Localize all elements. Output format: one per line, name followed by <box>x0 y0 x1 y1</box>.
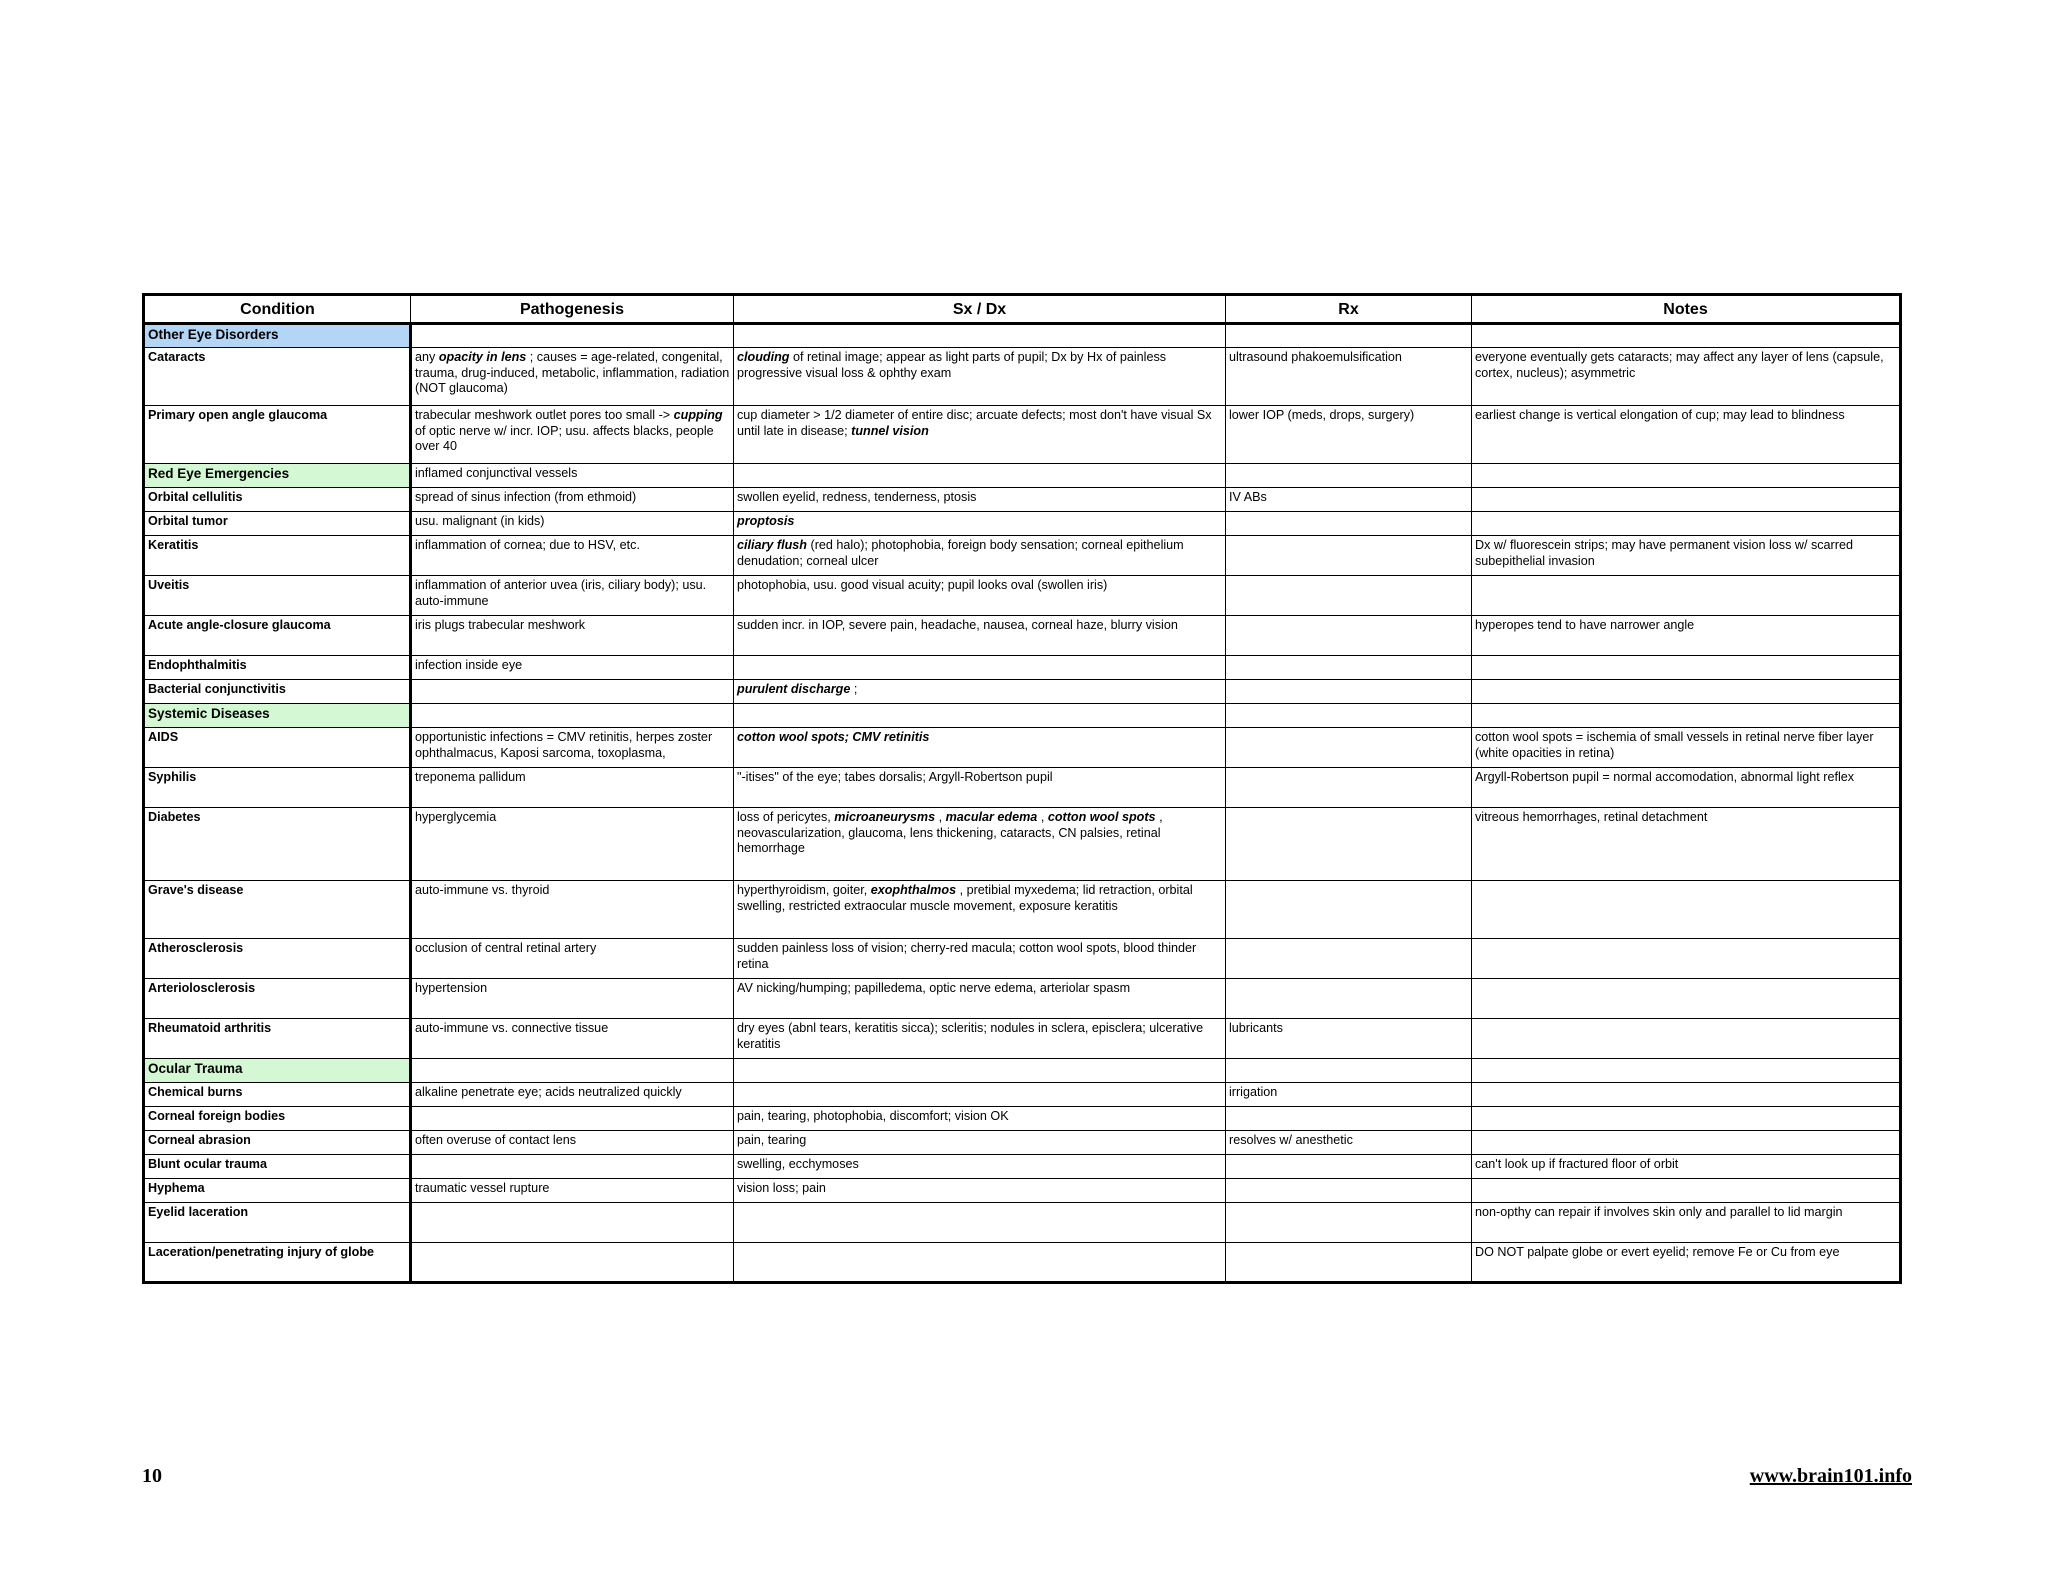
notes-cell <box>1472 616 1901 656</box>
table-row <box>144 406 1901 464</box>
cell-text: , <box>1037 810 1048 824</box>
notes-cell <box>1472 1243 1901 1283</box>
sx-dx-cell <box>734 1059 1226 1083</box>
cell-text: , neovascularization, glaucoma, lens thickening, cataracts, CN palsies, retinal hemorrhage <box>737 810 1163 855</box>
sx-dx-cell <box>734 1179 1226 1203</box>
emphasized-text: cotton wool spots <box>1047 810 1156 824</box>
sx-dx-cell <box>734 808 1226 881</box>
emphasized-text: exophthalmos <box>870 883 957 897</box>
emphasized-text: purulent discharge <box>737 682 851 696</box>
notes-cell <box>1472 1155 1901 1179</box>
cell-text: everyone eventually gets cataracts; may affect any layer of lens (capsule, cortex, nucleus); asymmetric <box>1475 350 1884 380</box>
notes-cell <box>1472 656 1901 680</box>
notes-cell <box>1472 1131 1901 1155</box>
notes-cell <box>1472 881 1901 939</box>
section-row <box>144 1059 1901 1083</box>
rx-cell <box>1226 656 1472 680</box>
rx-cell <box>1226 1203 1472 1243</box>
notes-cell <box>1472 488 1901 512</box>
sx-dx-cell <box>734 536 1226 576</box>
cell-text: trabecular meshwork outlet pores too small -> <box>415 408 674 422</box>
header-rx: Rx <box>1226 295 1472 324</box>
pathogenesis-cell <box>411 1107 734 1131</box>
rx-cell <box>1226 536 1472 576</box>
cell-text: Argyll-Robertson pupil = normal accomodation, abnormal light reflex <box>1475 770 1855 784</box>
cell-text: iris plugs trabecular meshwork <box>415 618 586 632</box>
table-row <box>144 1203 1901 1243</box>
cell-text: AV nicking/humping; papilledema, optic nerve edema, arteriolar spasm <box>737 981 1131 995</box>
pathogenesis-cell <box>411 348 734 406</box>
sx-dx-cell <box>734 704 1226 728</box>
condition-cell: Corneal abrasion <box>144 1131 411 1155</box>
condition-cell: Rheumatoid arthritis <box>144 1019 411 1059</box>
cell-text: non-opthy can repair if involves skin only and parallel to lid margin <box>1475 1205 1843 1219</box>
page-number: 10 <box>142 1465 162 1487</box>
emphasized-text: clouding <box>737 350 790 364</box>
rx-cell <box>1226 680 1472 704</box>
cell-text: inflammation of anterior uvea (iris, ciliary body); usu. auto-immune <box>415 578 707 608</box>
cell-text: opportunistic infections = CMV retinitis, herpes zoster ophthalmacus, Kaposi sarcoma, toxoplasma, <box>415 730 713 760</box>
pathogenesis-cell <box>411 406 734 464</box>
pathogenesis-cell <box>411 512 734 536</box>
section-title: Other Eye Disorders <box>144 324 411 348</box>
condition-cell: Chemical burns <box>144 1083 411 1107</box>
pathogenesis-cell <box>411 881 734 939</box>
table-row <box>144 1107 1901 1131</box>
rx-cell <box>1226 1243 1472 1283</box>
rx-cell <box>1226 939 1472 979</box>
notes-cell <box>1472 536 1901 576</box>
cell-text: traumatic vessel rupture <box>415 1181 550 1195</box>
pathogenesis-cell <box>411 616 734 656</box>
rx-cell <box>1226 348 1472 406</box>
cell-text: , <box>935 810 946 824</box>
cell-text: earliest change is vertical elongation of cup; may lead to blindness <box>1475 408 1845 422</box>
table-row <box>144 881 1901 939</box>
notes-cell <box>1472 1083 1901 1107</box>
cell-text: treponema pallidum <box>415 770 526 784</box>
pathogenesis-cell <box>411 1059 734 1083</box>
condition-cell: Atherosclerosis <box>144 939 411 979</box>
table-row <box>144 536 1901 576</box>
cell-text: hyperopes tend to have narrower angle <box>1475 618 1695 632</box>
sx-dx-cell <box>734 728 1226 768</box>
pathogenesis-cell <box>411 1019 734 1059</box>
table-row <box>144 728 1901 768</box>
condition-cell: Keratitis <box>144 536 411 576</box>
notes-cell <box>1472 728 1901 768</box>
condition-cell: Arteriolosclerosis <box>144 979 411 1019</box>
table-row <box>144 1155 1901 1179</box>
condition-cell: Laceration/penetrating injury of globe <box>144 1243 411 1283</box>
cell-text: inflammation of cornea; due to HSV, etc. <box>415 538 640 552</box>
cell-text: occlusion of central retinal artery <box>415 941 597 955</box>
sx-dx-cell <box>734 1131 1226 1155</box>
cell-text: resolves w/ anesthetic <box>1229 1133 1353 1147</box>
pathogenesis-cell <box>411 680 734 704</box>
sx-dx-cell <box>734 656 1226 680</box>
rx-cell <box>1226 1083 1472 1107</box>
notes-cell <box>1472 1179 1901 1203</box>
rx-cell <box>1226 704 1472 728</box>
notes-cell <box>1472 979 1901 1019</box>
cell-text: DO NOT palpate globe or evert eyelid; remove Fe or Cu from eye <box>1475 1245 1840 1259</box>
condition-cell: Blunt ocular trauma <box>144 1155 411 1179</box>
sx-dx-cell <box>734 512 1226 536</box>
condition-cell: Diabetes <box>144 808 411 881</box>
cell-text: Dx w/ fluorescein strips; may have permanent vision loss w/ scarred subepithelial invasion <box>1475 538 1853 568</box>
cell-text: lubricants <box>1229 1021 1283 1035</box>
notes-cell <box>1472 464 1901 488</box>
header-notes: Notes <box>1472 295 1901 324</box>
sx-dx-cell <box>734 1107 1226 1131</box>
table-row <box>144 939 1901 979</box>
emphasized-text: cotton wool spots; CMV retinitis <box>737 730 930 744</box>
pathogenesis-cell <box>411 1155 734 1179</box>
cell-text: swelling, ecchymoses <box>737 1157 859 1171</box>
sx-dx-cell <box>734 406 1226 464</box>
cell-text: vision loss; pain <box>737 1181 826 1195</box>
sx-dx-cell <box>734 1243 1226 1283</box>
table-body <box>144 324 1901 1283</box>
notes-cell <box>1472 1107 1901 1131</box>
condition-cell: Grave's disease <box>144 881 411 939</box>
rx-cell <box>1226 616 1472 656</box>
condition-cell: Bacterial conjunctivitis <box>144 680 411 704</box>
rx-cell <box>1226 768 1472 808</box>
notes-cell <box>1472 1019 1901 1059</box>
table-row <box>144 348 1901 406</box>
cell-text: of optic nerve w/ incr. IOP; usu. affects blacks, people over 40 <box>415 423 714 453</box>
cell-text: cup diameter > 1/2 diameter of entire disc; arcuate defects; most don't have visual Sx until late in disease; <box>737 408 1212 438</box>
table-row <box>144 512 1901 536</box>
notes-cell <box>1472 512 1901 536</box>
sx-dx-cell <box>734 324 1226 348</box>
pathogenesis-cell <box>411 464 734 488</box>
pathogenesis-cell <box>411 536 734 576</box>
rx-cell <box>1226 488 1472 512</box>
pathogenesis-cell <box>411 728 734 768</box>
cell-text: pain, tearing <box>737 1133 807 1147</box>
sx-dx-cell <box>734 1155 1226 1179</box>
sx-dx-cell <box>734 488 1226 512</box>
emphasized-text: ciliary flush <box>737 538 807 552</box>
pathogenesis-cell <box>411 576 734 616</box>
cell-text: hyperglycemia <box>415 810 497 824</box>
cell-text: dry eyes (abnl tears, keratitis sicca); scleritis; nodules in sclera, episclera; ulcerative keratitis <box>737 1021 1204 1051</box>
table-row <box>144 808 1901 881</box>
pathogenesis-cell <box>411 1083 734 1107</box>
cell-text: any <box>415 350 439 364</box>
sx-dx-cell <box>734 680 1226 704</box>
table-row <box>144 656 1901 680</box>
notes-cell <box>1472 1059 1901 1083</box>
section-row <box>144 464 1901 488</box>
cell-text: hypertension <box>415 981 488 995</box>
notes-cell <box>1472 348 1901 406</box>
cell-text: alkaline penetrate eye; acids neutralized quickly <box>415 1085 682 1099</box>
table-row <box>144 1019 1901 1059</box>
rx-cell <box>1226 406 1472 464</box>
condition-cell: Primary open angle glaucoma <box>144 406 411 464</box>
sx-dx-cell <box>734 881 1226 939</box>
sx-dx-cell <box>734 768 1226 808</box>
sx-dx-cell <box>734 576 1226 616</box>
header-sx-dx: Sx / Dx <box>734 295 1226 324</box>
condition-cell: Cataracts <box>144 348 411 406</box>
cell-text: photophobia, usu. good visual acuity; pupil looks oval (swollen iris) <box>737 578 1108 592</box>
cell-text: "-itises" of the eye; tabes dorsalis; Argyll-Robertson pupil <box>737 770 1053 784</box>
section-title: Red Eye Emergencies <box>144 464 411 488</box>
table-row <box>144 616 1901 656</box>
notes-cell <box>1472 680 1901 704</box>
rx-cell <box>1226 1155 1472 1179</box>
cell-text: pain, tearing, photophobia, discomfort; vision OK <box>737 1109 1009 1123</box>
emphasized-text: macular edema <box>945 810 1038 824</box>
cell-text: auto-immune vs. connective tissue <box>415 1021 609 1035</box>
pathogenesis-cell <box>411 324 734 348</box>
header-condition: Condition <box>144 295 411 324</box>
notes-cell <box>1472 406 1901 464</box>
cell-text: irrigation <box>1229 1085 1278 1099</box>
cell-text: ; causes = age-related, congenital, trauma, drug-induced, metabolic, inflammation, radiation (NOT glaucoma) <box>415 350 730 395</box>
cell-text: spread of sinus infection (from ethmoid) <box>415 490 637 504</box>
condition-cell: Hyphema <box>144 1179 411 1203</box>
table-row <box>144 979 1901 1019</box>
notes-cell <box>1472 1203 1901 1243</box>
rx-cell <box>1226 728 1472 768</box>
table-row <box>144 1179 1901 1203</box>
table-row <box>144 1131 1901 1155</box>
rx-cell <box>1226 1019 1472 1059</box>
pathogenesis-cell <box>411 656 734 680</box>
rx-cell <box>1226 979 1472 1019</box>
section-row <box>144 704 1901 728</box>
notes-cell <box>1472 808 1901 881</box>
cell-text: lower IOP (meds, drops, surgery) <box>1229 408 1415 422</box>
notes-cell <box>1472 939 1901 979</box>
rx-cell <box>1226 1059 1472 1083</box>
sx-dx-cell <box>734 464 1226 488</box>
cell-text: sudden incr. in IOP, severe pain, headache, nausea, corneal haze, blurry vision <box>737 618 1178 632</box>
cell-text: infection inside eye <box>415 658 523 672</box>
notes-cell <box>1472 324 1901 348</box>
table-row <box>144 680 1901 704</box>
header-row <box>144 295 1901 324</box>
table-row <box>144 488 1901 512</box>
pathogenesis-cell <box>411 808 734 881</box>
cell-text: can't look up if fractured floor of orbit <box>1475 1157 1679 1171</box>
condition-cell: AIDS <box>144 728 411 768</box>
rx-cell <box>1226 1179 1472 1203</box>
pathogenesis-cell <box>411 979 734 1019</box>
cell-text: of retinal image; appear as light parts of pupil; Dx by Hx of painless progressive visual loss & ophthy exam <box>737 350 1167 380</box>
rx-cell <box>1226 1131 1472 1155</box>
sx-dx-cell <box>734 1203 1226 1243</box>
condition-cell: Eyelid laceration <box>144 1203 411 1243</box>
cell-text: hyperthyroidism, goiter, <box>737 883 871 897</box>
rx-cell <box>1226 464 1472 488</box>
sx-dx-cell <box>734 939 1226 979</box>
cell-text: , pretibial myxedema; lid retraction, orbital swelling, restricted extraocular muscle movement, exposure keratitis <box>737 883 1193 913</box>
condition-cell: Acute angle-closure glaucoma <box>144 616 411 656</box>
cell-text: swollen eyelid, redness, tenderness, ptosis <box>737 490 977 504</box>
condition-cell: Orbital cellulitis <box>144 488 411 512</box>
rx-cell <box>1226 324 1472 348</box>
table-row <box>144 1243 1901 1283</box>
emphasized-text: proptosis <box>737 514 795 528</box>
condition-cell: Uveitis <box>144 576 411 616</box>
sx-dx-cell <box>734 1019 1226 1059</box>
cell-text: ; <box>850 682 858 696</box>
cell-text: IV ABs <box>1229 490 1267 504</box>
table-row <box>144 576 1901 616</box>
emphasized-text: opacity in lens <box>438 350 527 364</box>
pathogenesis-cell <box>411 768 734 808</box>
cell-text: sudden painless loss of vision; cherry-red macula; cotton wool spots, blood thinder retina <box>737 941 1197 971</box>
sx-dx-cell <box>734 1083 1226 1107</box>
cell-text: inflamed conjunctival vessels <box>415 466 578 480</box>
rx-cell <box>1226 576 1472 616</box>
sx-dx-cell <box>734 979 1226 1019</box>
cell-text: usu. malignant (in kids) <box>415 514 545 528</box>
emphasized-text: tunnel vision <box>851 423 929 438</box>
header-pathogenesis: Pathogenesis <box>411 295 734 324</box>
rx-cell <box>1226 1107 1472 1131</box>
table-row <box>144 1083 1901 1107</box>
pathogenesis-cell <box>411 1179 734 1203</box>
condition-cell: Syphilis <box>144 768 411 808</box>
pathogenesis-cell <box>411 704 734 728</box>
notes-cell <box>1472 704 1901 728</box>
condition-cell: Orbital tumor <box>144 512 411 536</box>
cell-text: often overuse of contact lens <box>415 1133 577 1147</box>
cell-text: cotton wool spots = ischemia of small vessels in retinal nerve fiber layer (white opacities in retina) <box>1475 730 1874 760</box>
website-link[interactable]: www.brain101.info <box>1749 1465 1912 1487</box>
rx-cell <box>1226 881 1472 939</box>
sx-dx-cell <box>734 348 1226 406</box>
cell-text: auto-immune vs. thyroid <box>415 883 550 897</box>
cell-text: (red halo); photophobia, foreign body sensation; corneal epithelium denudation; corneal ulcer <box>737 538 1184 568</box>
notes-cell <box>1472 768 1901 808</box>
rx-cell <box>1226 512 1472 536</box>
pathogenesis-cell <box>411 1243 734 1283</box>
cell-text: loss of pericytes, <box>737 810 835 824</box>
section-row <box>144 324 1901 348</box>
disorders-table <box>142 293 1902 1284</box>
emphasized-text: cupping <box>673 408 723 422</box>
cell-text: ultrasound phakoemulsification <box>1229 350 1402 364</box>
pathogenesis-cell <box>411 1203 734 1243</box>
pathogenesis-cell <box>411 939 734 979</box>
table-row <box>144 768 1901 808</box>
section-title: Ocular Trauma <box>144 1059 411 1083</box>
cell-text: vitreous hemorrhages, retinal detachment <box>1475 810 1708 824</box>
condition-cell: Corneal foreign bodies <box>144 1107 411 1131</box>
pathogenesis-cell <box>411 1131 734 1155</box>
sx-dx-cell <box>734 616 1226 656</box>
notes-cell <box>1472 576 1901 616</box>
condition-cell: Endophthalmitis <box>144 656 411 680</box>
emphasized-text: microaneurysms <box>834 810 936 824</box>
section-title: Systemic Diseases <box>144 704 411 728</box>
pathogenesis-cell <box>411 488 734 512</box>
rx-cell <box>1226 808 1472 881</box>
